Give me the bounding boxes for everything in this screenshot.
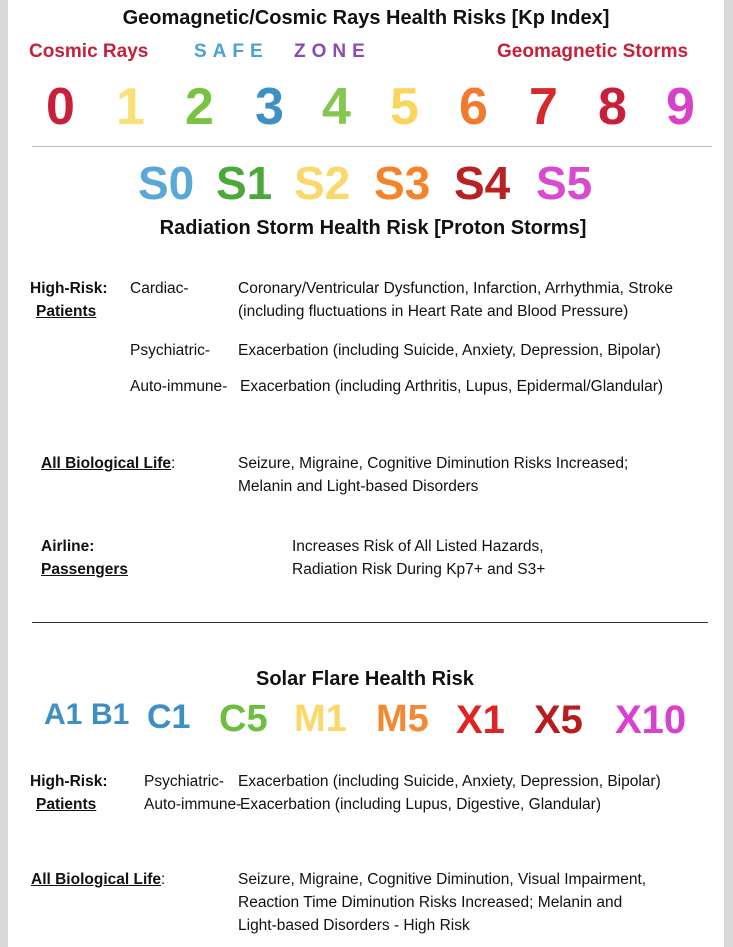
airline-line1: Increases Risk of All Listed Hazards, [292,538,544,555]
rad-all-bio-line1: Seizure, Migraine, Cognitive Diminution Risks Increased; [238,455,629,472]
kp-level-1: 1 [116,78,145,136]
s-level-s3: S3 [374,157,431,209]
page-title: Geomagnetic/Cosmic Rays Health Risks [Kp Index] [122,7,610,29]
rad-cardiac-line1: Coronary/Ventricular Dysfunction, Infarction, Arrhythmia, Stroke [238,280,674,297]
infographic-page [8,0,724,947]
radiation-title: Radiation Storm Health Risk [Proton Storms] [159,217,587,239]
rad-autoimmune-text: Exacerbation (including Arthritis, Lupus, Epidermal/Glandular) [240,378,664,395]
kp-level-7: 7 [529,78,558,136]
rad-all-bio-label [41,452,175,475]
rad-all-bio-colon: : [171,455,176,472]
geomagnetic-storms-label: Geomagnetic Storms [497,41,689,62]
flare-title: Solar Flare Health Risk [256,668,474,690]
flare-autoimmune-label: Auto-immune- [144,796,242,813]
divider-middle [32,622,708,623]
rad-cardiac-label: Cardiac- [130,280,189,297]
kp-level-9: 9 [666,78,695,136]
kp-level-3: 3 [255,78,284,136]
rad-patients-label: Patients [36,303,97,320]
flare-level-b1: B1 [91,698,130,731]
kp-level-0: 0 [46,78,75,136]
passengers-label: Passengers [41,561,129,578]
kp-level-8: 8 [598,78,627,136]
safe-label [194,41,269,63]
flare-level-a1: A1 [44,698,83,731]
flare-level-x1: X1 [456,698,505,742]
rad-cardiac-line2: (including fluctuations in Heart Rate and Blood Pressure) [238,303,629,320]
kp-level-6: 6 [459,78,488,136]
flare-level-x5: X5 [534,698,583,742]
safe-word: SAFE [194,41,269,62]
flare-all-bio-label [31,868,165,891]
flare-all-bio-line2: Reaction Time Diminution Risks Increased; Melanin and [238,894,623,911]
airline-line2: Radiation Risk During Kp7+ and S3+ [292,561,546,578]
kp-level-2: 2 [185,78,214,136]
flare-all-bio-text: All Biological Life [31,871,162,888]
zone-word: ZONE [294,41,371,62]
flare-autoimmune-text: Exacerbation (including Lupus, Digestive, Glandular) [240,796,602,813]
rad-psychiatric-label: Psychiatric- [130,342,211,359]
rad-all-bio-line2: Melanin and Light-based Disorders [238,478,479,495]
cosmic-rays-label: Cosmic Rays [29,41,149,62]
airline-label: Airline: [41,538,95,555]
flare-all-bio-line3: Light-based Disorders - High Risk [238,917,470,934]
s-level-s0: S0 [138,157,195,209]
divider-top [32,146,712,147]
s-level-s4: S4 [454,157,511,209]
flare-high-risk-label: High-Risk: [30,773,108,790]
rad-psychiatric-text: Exacerbation (including Suicide, Anxiety, Depression, Bipolar) [238,342,661,359]
flare-psychiatric-label: Psychiatric- [144,773,225,790]
kp-level-5: 5 [390,78,419,136]
flare-level-m1: M1 [294,698,347,740]
flare-psychiatric-text: Exacerbation (including Suicide, Anxiety, Depression, Bipolar) [238,773,661,790]
flare-level-m5: M5 [376,698,429,740]
s-level-s1: S1 [216,157,273,209]
zone-label [294,41,371,63]
s-level-s2: S2 [294,157,351,209]
flare-patients-label: Patients [36,796,97,813]
rad-high-risk-label: High-Risk: [30,280,108,297]
flare-all-bio-line1: Seizure, Migraine, Cognitive Diminution, Visual Impairment, [238,871,647,888]
flare-level-x10: X10 [615,698,687,742]
s-level-s5: S5 [536,157,593,209]
flare-all-bio-colon: : [161,871,166,888]
flare-level-c5: C5 [219,698,268,740]
rad-all-bio-text: All Biological Life [41,455,172,472]
rad-autoimmune-label: Auto-immune- [130,378,228,395]
kp-level-4: 4 [322,78,351,136]
flare-level-c1: C1 [147,698,191,736]
